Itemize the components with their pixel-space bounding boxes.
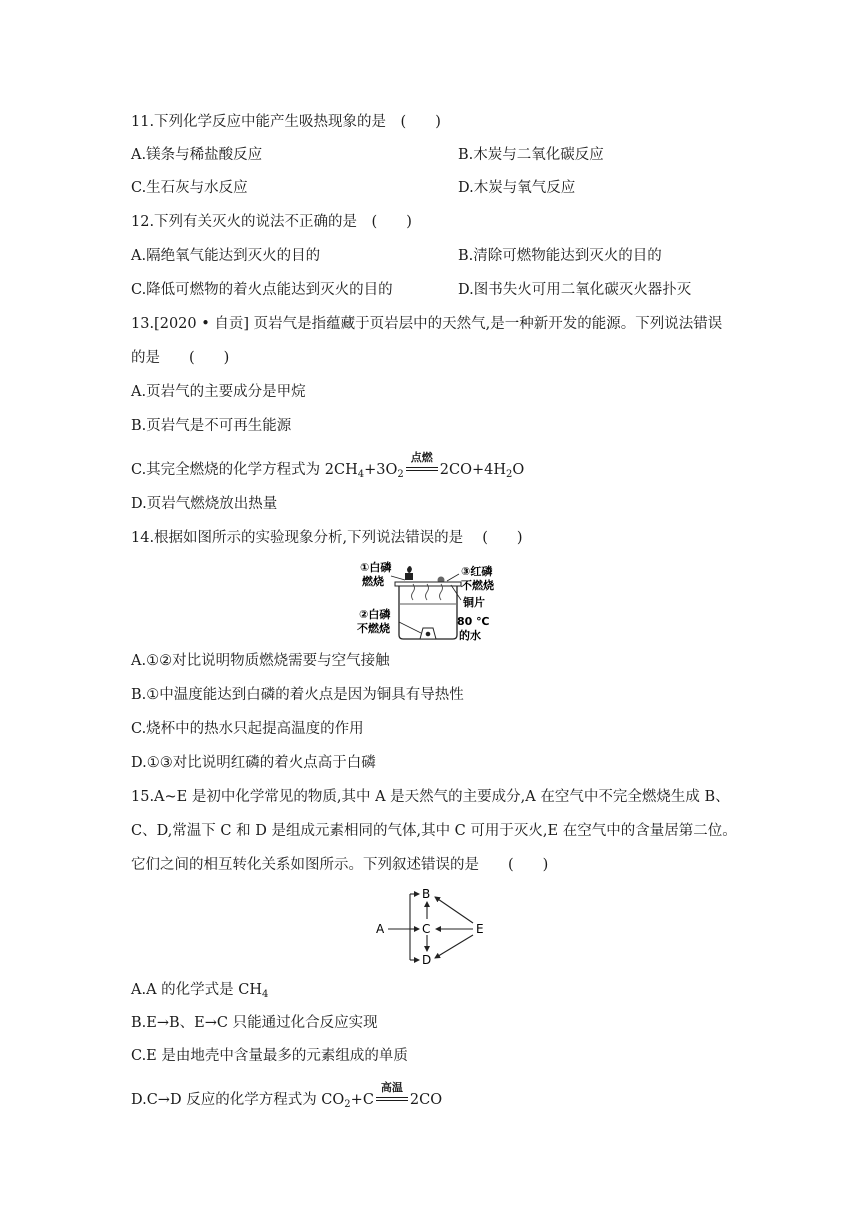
q15-stem-line3: 它们之间的相互转化关系如图所示。下列叙述错误的是 ( ) — [131, 857, 549, 873]
node-e: E — [476, 922, 484, 936]
q13-stem-line1: 13.[2020 • 自贡] 页岩气是指蕴藏于页岩层中的天然气,是一种新开发的能源。下列说法错误 — [131, 316, 723, 332]
q14-stem: 14.根据如图所示的实验现象分析,下列说法错误的是 ( ) — [131, 530, 523, 546]
q13-c-end: O — [512, 462, 525, 478]
q11-option-d: D.木炭与氧气反应 — [458, 180, 576, 196]
fig-label-copper: 铜片 — [463, 596, 485, 609]
condition-text: 点燃 — [410, 451, 433, 464]
q15-d-end: 2CO — [409, 1092, 443, 1108]
q15-d-mid: +C — [350, 1092, 374, 1108]
q14-option-c: C.烧杯中的热水只起提高温度的作用 — [131, 721, 364, 737]
q13-c-sub2: 2 — [397, 469, 404, 480]
node-d: D — [422, 953, 432, 967]
node-c: C — [422, 922, 431, 936]
transformation-diagram — [370, 884, 490, 968]
q15-d-prefix: D.C→D 反应的化学方程式为 CO — [131, 1092, 345, 1108]
q15-a-sub: 4 — [262, 989, 269, 1000]
flame-icon — [407, 566, 412, 573]
q13-c-prefix: C.其完全燃烧的化学方程式为 2CH — [131, 462, 358, 478]
q12-option-d: D.图书失火可用二氧化碳灭火器扑灭 — [458, 282, 692, 298]
q12-option-b: B.清除可燃物能达到灭火的目的 — [458, 248, 662, 264]
fig-label-1b: 燃烧 — [362, 575, 384, 588]
q12-stem: 12.下列有关灭火的说法不正确的是 ( ) — [131, 214, 412, 230]
fig-label-2b: 不燃烧 — [357, 622, 390, 635]
q14-option-b: B.①中温度能达到白磷的着火点是因为铜具有导热性 — [131, 687, 464, 703]
q13-c-sub1: 4 — [357, 469, 365, 480]
fig-label-temp: 80 ℃ — [457, 615, 490, 628]
combustion-experiment-figure — [355, 560, 515, 646]
node-a: A — [376, 922, 385, 936]
q14-option-a: A.①②对比说明物质燃烧需要与空气接触 — [131, 653, 390, 669]
q11-option-a: A.镁条与稀盐酸反应 — [131, 147, 263, 163]
q13-option-c — [131, 451, 525, 485]
q15-option-c: C.E 是由地壳中含量最多的元素组成的单质 — [131, 1048, 408, 1064]
fig-label-3a: ③红磷 — [461, 565, 493, 578]
q15-option-b: B.E→B、E→C 只能通过化合反应实现 — [131, 1015, 378, 1031]
q15-a-prefix: A.A 的化学式是 CH — [131, 982, 263, 998]
q14-option-d: D.①③对比说明红磷的着火点高于白磷 — [131, 755, 376, 771]
q13-c-mid: +3O — [364, 462, 398, 478]
q12-option-a: A.隔绝氧气能达到灭火的目的 — [131, 248, 321, 264]
reaction-condition — [406, 451, 438, 476]
q11-stem: 11.下列化学反应中能产生吸热现象的是 ( ) — [131, 114, 441, 130]
q11-option-c: C.生石灰与水反应 — [131, 180, 248, 196]
fig-label-1a: ①白磷 — [360, 561, 392, 574]
q12-option-c: C.降低可燃物的着火点能达到灭火的目的 — [131, 282, 393, 298]
fig-label-2a: ②白磷 — [359, 608, 391, 621]
node-b: B — [422, 887, 431, 901]
q15-d-sub: 2 — [344, 1099, 351, 1110]
fig-label-3b: 不燃烧 — [461, 579, 494, 592]
q13-stem-line2: 的是 ( ) — [131, 350, 230, 366]
q15-option-a — [131, 980, 268, 1005]
q13-option-b: B.页岩气是不可再生能源 — [131, 418, 292, 434]
q11-option-b: B.木炭与二氧化碳反应 — [458, 147, 604, 163]
q13-c-post: 2CO+4H — [439, 462, 507, 478]
white-phosphorus-icon — [426, 632, 431, 637]
q13-option-d: D.页岩气燃烧放出热量 — [131, 496, 278, 512]
q13-c-sub3: 2 — [506, 469, 513, 480]
q13-option-a: A.页岩气的主要成分是甲烷 — [131, 384, 306, 400]
q15-option-d — [131, 1081, 443, 1115]
condition-text: 高温 — [380, 1081, 403, 1094]
reaction-condition — [376, 1081, 408, 1106]
q15-stem-line2: C、D,常温下 C 和 D 是组成元素相同的气体,其中 C 可用于灭火,E 在空气中的含量居第二位。 — [131, 823, 737, 839]
fig-label-water: 的水 — [459, 629, 481, 642]
q15-stem-line1: 15.A~E 是初中化学常见的物质,其中 A 是天然气的主要成分,A 在空气中不完全燃烧生成 B、 — [131, 789, 730, 805]
